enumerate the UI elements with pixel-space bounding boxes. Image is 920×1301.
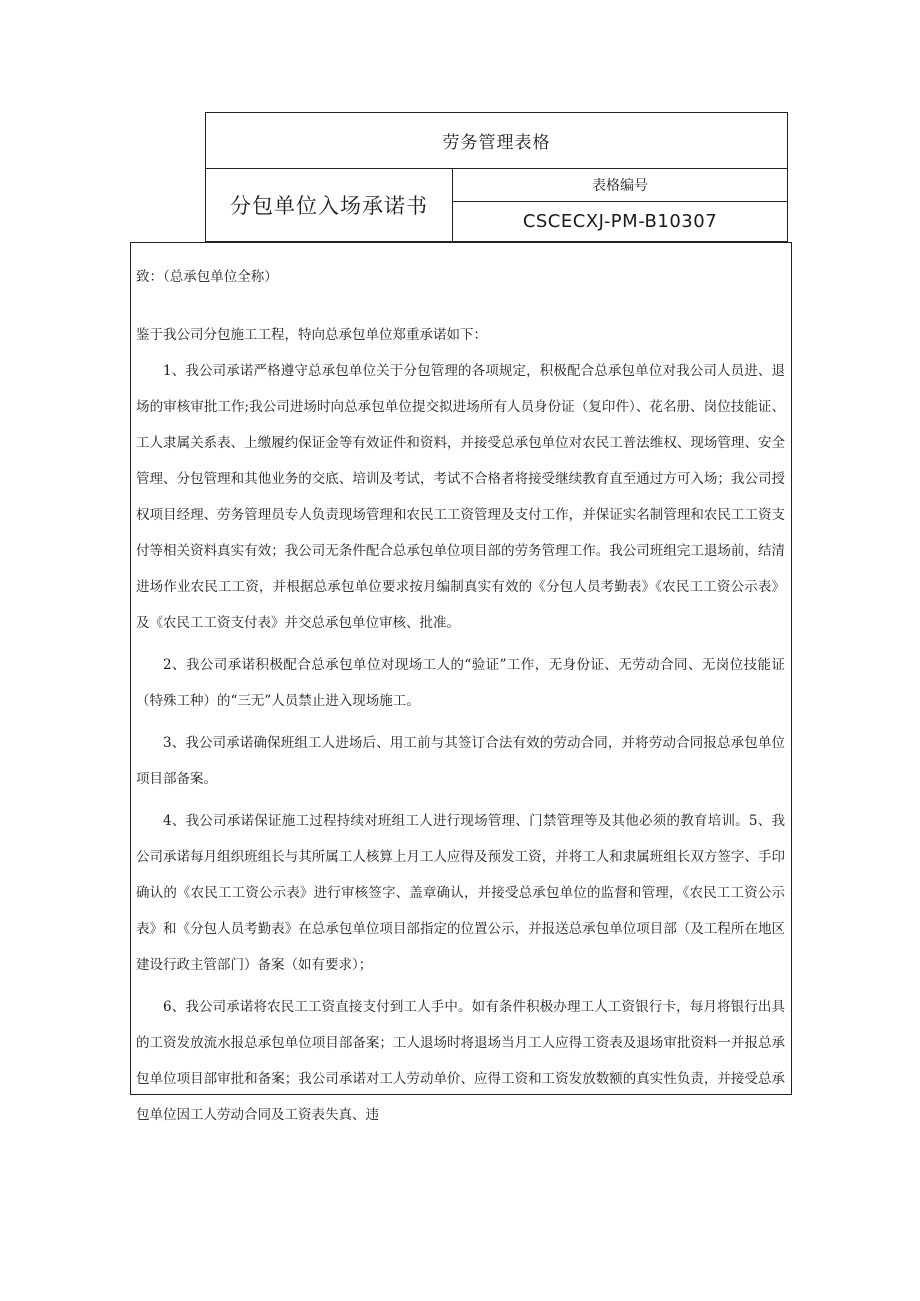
commitment-item-1: 1、我公司承诺严格遵守总承包单位关于分包管理的各项规定，积极配合总承包单位对我公司人员进、退场的审核审批工作;我公司进场时向总承包单位提交拟进场所有人员身份证（复印件）、花名册、岗位技能证、工人隶属关系表、上缴履约保证金等有效证件和资料，并接受总承包单位对农民工普法维权、现场管理、安全管理、分包管理和其他业务的交底、培训及考试，考试不合格者将接受继续教育直至通过方可入场；我公司授权项目经理、劳务管理员专人负责现场管理和农民工工资管理及支付工作，并保证实名制管理和农民工工资支付等相关资料真实有效；我公司无条件配合总承包单位项目部的劳务管理工作。我公司班组完工退场前，结清进场作业农民工工资，并根据总承包单位要求按月编制真实有效的《分包人员考勤表》《农民工工资公示表》及《农民工工资支付表》并交总承包单位审核、批准。: [136, 363, 785, 631]
form-code-label: 表格编号: [452, 168, 788, 202]
commitment-body: [130, 242, 792, 1123]
intro-paragraph: 鉴于我公司分包施工工程，特向总承包单位郑重承诺如下：: [136, 327, 487, 343]
addressee-line: 致：（总承包单位全称）: [136, 269, 278, 285]
commitment-item-6: 6、我公司承诺将农民工工资直接支付到工人手中。如有条件积极办理工人工资银行卡，每月将银行出具的工资发放流水报总承包单位项目部备案；工人退场时将退场当月工人应得工资表及退场审批资料一并报总承包单位项目部审批和备案；我公司承诺对工人劳动单价、应得工资和工资发放数额的真实性负责，并接受总承包单位因工人劳动合同及工资表失真、违: [136, 999, 785, 1123]
commitment-item-4-5: 4、我公司承诺保证施工过程持续对班组工人进行现场管理、门禁管理等及其他必须的教育培训。5、我公司承诺每月组织班组长与其所属工人核算上月工人应得及预发工资，并将工人和隶属班组长双方签字、手印确认的《农民工工资公示表》进行审核签字、盖章确认，并接受总承包单位的监督和管理，《农民工工资公示表》和《分包人员考勤表》在总承包单位项目部指定的位置公示，并报送总承包单位项目部（及工程所在地区建设行政主管部门）备案（如有要求）；: [136, 813, 785, 973]
form-header-table: [205, 112, 788, 242]
commitment-item-2: 2、我公司承诺积极配合总承包单位对现场工人的“验证”工作，无身份证、无劳动合同、无岗位技能证（特殊工种）的“三无”人员禁止进入现场施工。: [136, 657, 785, 709]
commitment-item-3: 3、我公司承诺确保班组工人进场后、用工前与其签订合法有效的劳动合同，并将劳动合同报总承包单位项目部备案。: [136, 735, 785, 787]
form-name: 分包单位入场承诺书: [206, 168, 453, 242]
form-category-title: 劳务管理表格: [206, 113, 787, 169]
form-code-value: CSCECXJ-PM-B10307: [522, 211, 718, 232]
